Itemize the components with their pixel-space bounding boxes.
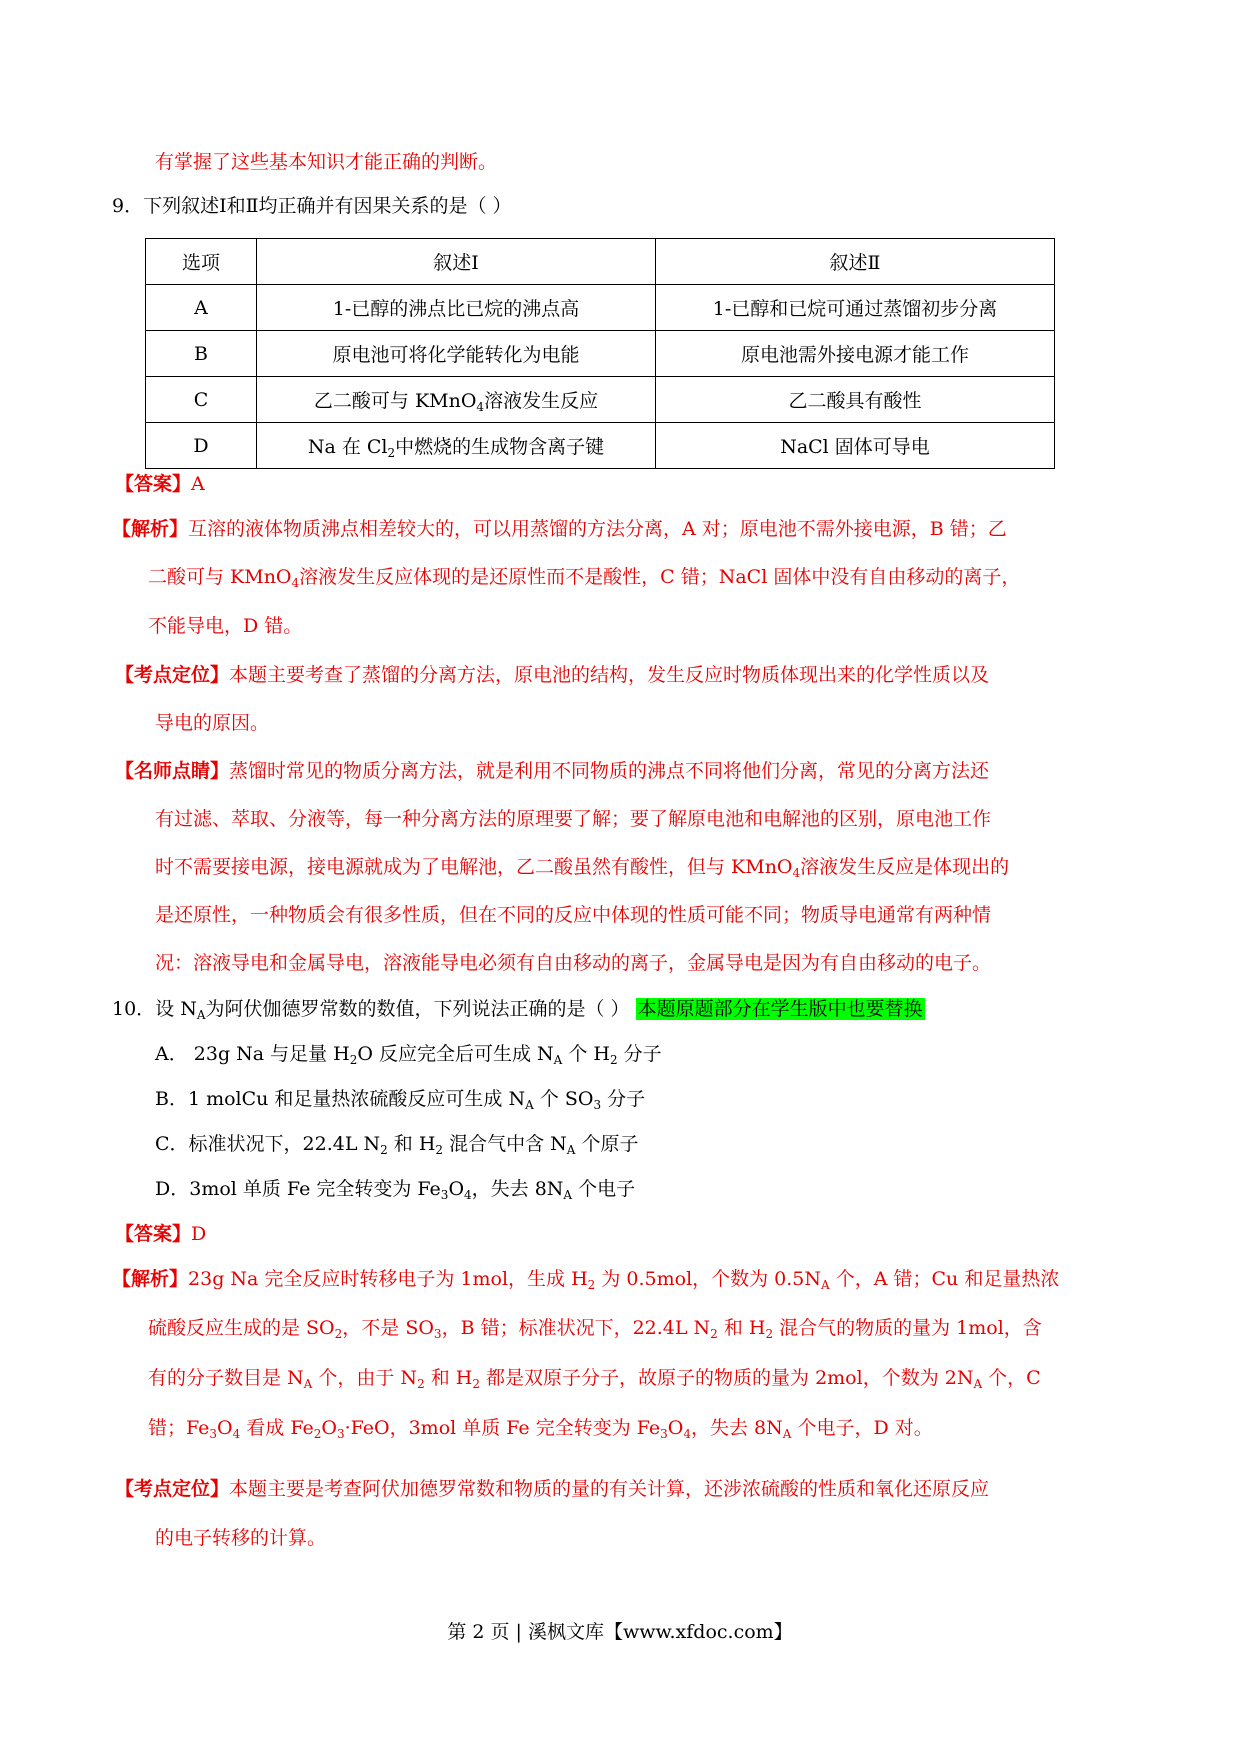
q9-teacher-note-line: 是还原性，一种物质会有很多性质，但在不同的反应中体现的性质可能不同；物质导电通常有两种情: [155, 904, 992, 926]
table-row: [146, 423, 1055, 469]
q10-option-c: C．标准状况下，22.4L $N_2$ 和 $H_2$ 混合气中含 $N_A$ 个原子: [155, 1133, 639, 1157]
table-header-cell: 叙述Ⅰ: [257, 239, 656, 285]
q9-teacher-note-line: 况：溶液导电和金属导电，溶液能导电必须有自由移动的离子，金属导电是因为有自由移动的电子。: [155, 952, 992, 974]
statement-2: 乙二酸具有酸性: [656, 377, 1055, 423]
q9-answer: 【答案】A: [115, 473, 205, 495]
q10-answer: 【答案】D: [115, 1223, 207, 1245]
statement-1: 1-已醇的沸点比已烷的沸点高: [257, 285, 656, 331]
q9-teacher-note-line: 时不需要接电源，接电源就成为了电解池，乙二酸虽然有酸性，但与 KMnO$_4$溶液发生反应是体现出的: [155, 856, 1010, 880]
q10-exam-point: 【考点定位】本题主要是考查阿伏加德罗常数和物质的量的有关计算，还涉浓硫酸的性质和氧化还原反应: [115, 1478, 990, 1500]
table-row: [146, 331, 1055, 377]
q10-analysis-line: 有的分子数目是 $N_A$ 个，由于 $N_2$ 和 $H_2$ 都是双原子分子，故原子的物质的量为 2mol，个数为 $2N_A$ 个，C: [148, 1367, 1041, 1391]
q8-analysis-tail: 有掌握了这些基本知识才能正确的判断。: [155, 151, 498, 173]
table-header-row: [146, 239, 1055, 285]
table-header-cell: 叙述Ⅱ: [656, 239, 1055, 285]
table-row: [146, 285, 1055, 331]
q10-analysis-line: 错；$Fe_3O_4$ 看成 $Fe_2O_3\cdot FeO$，3mol 单质 Fe 完全转变为 $Fe_3O_4$，失去 $8N_A$ 个电子，D 对。: [148, 1417, 933, 1441]
q9-analysis: 【解析】互溶的液体物质沸点相差较大的，可以用蒸馏的方法分离，A 对；原电池不需外接电源，B 错；乙: [112, 518, 1007, 540]
q9-teacher-note: 【名师点睛】蒸馏时常见的物质分离方法，就是利用不同物质的沸点不同将他们分离，常见的分离方法还: [115, 760, 990, 782]
option-label: C: [146, 377, 257, 423]
statement-2: NaCl 固体可导电: [656, 423, 1055, 469]
q9-stem: 9．下列叙述Ⅰ和Ⅱ均正确并有因果关系的是（ ）: [112, 195, 512, 217]
q9-options-table: [145, 238, 1055, 469]
q9-analysis-line: 不能导电，D 错。: [148, 615, 303, 637]
option-label: D: [146, 423, 257, 469]
q9-analysis-line: 二酸可与 KMnO$_4$溶液发生反应体现的是还原性而不是酸性，C 错；NaCl 固体中没有自由移动的离子，: [148, 566, 1021, 590]
q9-exam-point: 【考点定位】本题主要考查了蒸馏的分离方法，原电池的结构，发生反应时物质体现出来的化学性质以及: [115, 664, 990, 686]
q10-option-b: B．1 molCu 和足量热浓硫酸反应可生成 $N_A$ 个 $SO_3$ 分子: [155, 1088, 646, 1112]
option-label: B: [146, 331, 257, 377]
q10-analysis: 【解析】23g Na 完全反应时转移电子为 1mol，生成 $H_2$ 为 0.5mol，个数为 $0.5N_A$ 个，A 错；Cu 和足量热浓: [112, 1268, 1060, 1292]
statement-2: 原电池需外接电源才能工作: [656, 331, 1055, 377]
q10-option-d: D．3mol 单质 Fe 完全转变为 $Fe_3O_4$，失去 $8N_A$ 个电子: [155, 1178, 636, 1202]
page-footer: 第 2 页 | 溪枫文库【www.xfdoc.com】: [447, 1621, 793, 1643]
q10-option-a: A． 23g Na 与足量 $H_2O$ 反应完全后可生成 $N_A$ 个 $H_2$ 分子: [155, 1043, 662, 1067]
table-row: [146, 377, 1055, 423]
statement-1: 乙二酸可与 KMnO$_4$溶液发生反应: [257, 377, 656, 423]
statement-2: 1-已醇和已烷可通过蒸馏初步分离: [656, 285, 1055, 331]
q9-exam-point-line: 导电的原因。: [155, 712, 270, 734]
q10-analysis-line: 硫酸反应生成的是 $SO_2$，不是 $SO_3$，B 错；标准状况下，22.4L $N_2$ 和 $H_2$ 混合气的物质的量为 1mol，含: [148, 1317, 1042, 1341]
q9-teacher-note-line: 有过滤、萃取、分液等，每一种分离方法的原理要了解；要了解原电池和电解池的区别，原电池工作: [155, 808, 992, 830]
statement-1: 原电池可将化学能转化为电能: [257, 331, 656, 377]
table-header-cell: 选项: [146, 239, 257, 285]
q10-stem: 10．设 $N_A$为阿伏伽德罗常数的数值，下列说法正确的是（ ） 本题原题部分在学生版中也要替换: [112, 998, 923, 1022]
replace-note-highlight: 本题原题部分在学生版中也要替换: [637, 998, 923, 1020]
q10-exam-point-line: 的电子转移的计算。: [155, 1527, 327, 1549]
statement-1: Na 在 $Cl_2$中燃烧的生成物含离子键: [257, 423, 656, 469]
option-label: A: [146, 285, 257, 331]
